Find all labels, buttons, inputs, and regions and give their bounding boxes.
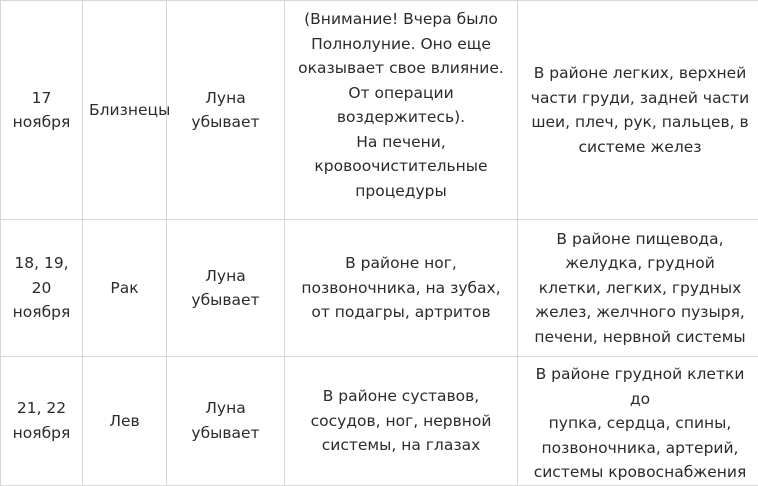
- body-area-cell: [518, 220, 758, 357]
- zodiac-sign-cell: [83, 220, 167, 357]
- body-area-text: В районе пищевода, желудка, грудной клетки, легких, грудных желез, желчного пузыря, печени, нервной системы: [524, 227, 756, 350]
- moon-phase-text: Луна убывает: [173, 86, 278, 135]
- zodiac-sign-text: Рак: [89, 276, 160, 301]
- procedures-cell: [285, 1, 518, 220]
- procedures-text: В районе суставов, сосудов, ног, нервной системы, на глазах: [291, 384, 511, 458]
- table-row: [1, 220, 758, 357]
- body-area-text: В районе легких, верхней части груди, задней части шеи, плеч, рук, пальцев, в системе желез: [524, 61, 756, 159]
- procedures-text: (Внимание! Вчера было Полнолуние. Оно еще оказывает свое влияние. От операции воздержитесь). На печени, кровоочистительные процедуры: [291, 7, 511, 203]
- body-area-cell: [518, 1, 758, 220]
- date-cell: [1, 357, 83, 486]
- procedures-text: В районе ног, позвоночника, на зубах, от подагры, артритов: [291, 251, 511, 325]
- date-cell: [1, 220, 83, 357]
- zodiac-sign-text: Лев: [89, 409, 160, 434]
- moon-phase-cell: [167, 357, 285, 486]
- zodiac-sign-cell: [83, 357, 167, 486]
- procedures-cell: [285, 220, 518, 357]
- date-text: 18, 19, 20 ноября: [7, 251, 76, 325]
- date-cell: [1, 1, 83, 220]
- procedures-cell: [285, 357, 518, 486]
- moon-phase-cell: [167, 220, 285, 357]
- date-text: 17 ноября: [7, 86, 76, 135]
- body-area-cell: [518, 357, 758, 486]
- zodiac-sign-text: Близнецы: [89, 98, 160, 123]
- moon-phase-text: Луна убывает: [173, 396, 278, 445]
- date-text: 21, 22 ноября: [7, 396, 76, 445]
- body-area-text: В районе грудной клетки до пупка, сердца, спины, позвоночника, артерий, системы кровоснабжения: [524, 362, 756, 485]
- moon-phase-cell: [167, 1, 285, 220]
- moon-phase-text: Луна убывает: [173, 264, 278, 313]
- table-row: [1, 357, 758, 486]
- table-row: [1, 1, 758, 220]
- zodiac-sign-cell: [83, 1, 167, 220]
